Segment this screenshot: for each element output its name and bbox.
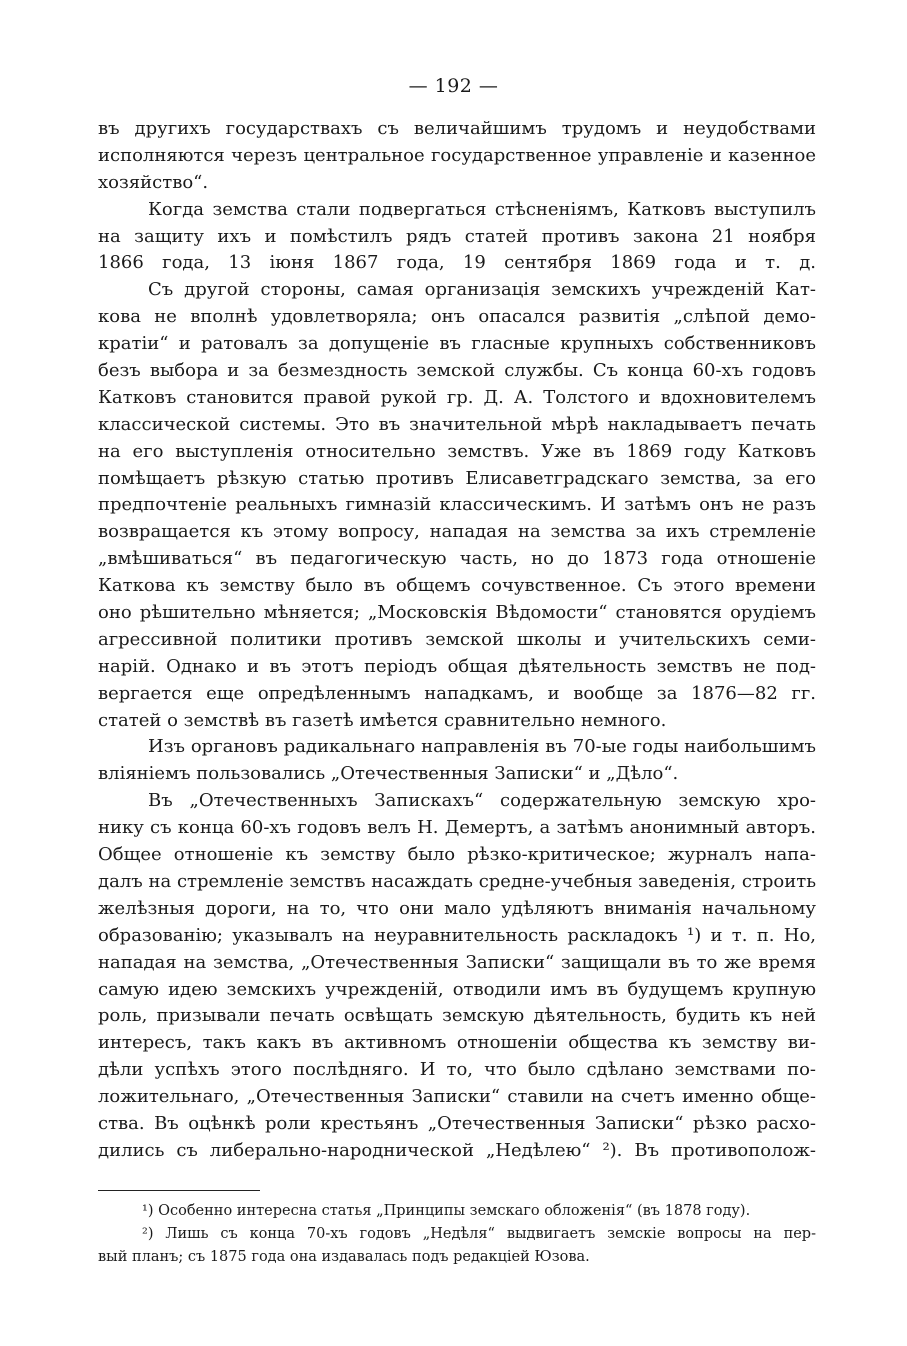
text-line: образованію; указывалъ на неуравнительность раскладокъ ¹) и т. п. Но, xyxy=(98,924,816,946)
text-line: желѣзныя дороги, на то, что они мало удѣляютъ вниманія начальному xyxy=(98,897,816,919)
text-line: кова не вполнѣ удовлетворяла; онъ опасался развитія „слѣпой демо- xyxy=(98,306,816,328)
text-line: хозяйство“. xyxy=(98,171,209,193)
text-line: на защиту ихъ и помѣстилъ рядъ статей противъ закона 21 ноября xyxy=(98,225,816,247)
text-line: на его выступленія относительно земствъ. Уже въ 1869 году Катковъ xyxy=(98,440,816,462)
text-line: самую идею земскихъ учрежденій, отводили имъ въ будущемъ крупную xyxy=(98,978,816,1000)
text-line: нику съ конца 60-хъ годовъ велъ Н. Демертъ, а затѣмъ анонимный авторъ. xyxy=(98,817,816,839)
body-text xyxy=(98,116,816,1165)
text-line: Съ другой стороны, самая организація земскихъ учрежденій Кат- xyxy=(148,279,816,301)
text-line: возвращается къ этому вопросу, нападая на земства за ихъ стремленіе xyxy=(98,521,816,543)
text-line: вліяніемъ пользовались „Отечественныя Записки“ и „Дѣло“. xyxy=(98,763,679,785)
text-line: 1866 года, 13 іюня 1867 года, 19 сентября 1869 года и т. д. xyxy=(98,252,816,274)
text-line: вергается еще опредѣленнымъ нападкамъ, и вообще за 1876—82 гг. xyxy=(98,682,816,704)
text-line: Каткова къ земству было въ общемъ сочувственное. Съ этого времени xyxy=(98,575,816,597)
footnote-line: ²) Лишь съ конца 70-хъ годовъ „Недѣля“ выдвигаетъ земскіе вопросы на пер- xyxy=(142,1226,816,1242)
text-line: Катковъ становится правой рукой гр. Д. А. Толстого и вдохновителемъ xyxy=(98,386,816,408)
text-line: классической системы. Это въ значительной мѣрѣ накладываетъ печать xyxy=(98,413,816,435)
text-line: роль, призывали печать освѣщать земскую дѣятельность, будить къ ней xyxy=(98,1005,816,1027)
footnotes xyxy=(98,1200,816,1269)
text-line: интересъ, такъ какъ въ активномъ отношеніи общества къ земству ви- xyxy=(98,1032,816,1054)
text-line: статей о земствѣ въ газетѣ имѣется сравнительно немного. xyxy=(98,709,667,731)
text-line: далъ на стремленіе земствъ насаждать средне-учебныя заведенія, строить xyxy=(98,870,816,892)
text-line: дились съ либерально-народнической „Недѣлею“ ²). Въ противополож- xyxy=(98,1139,816,1161)
footnote-line: ¹) Особенно интересна статья „Принципы земскаго обложенія“ (въ 1878 году). xyxy=(142,1203,751,1219)
text-line: помѣщаетъ рѣзкую статью противъ Елисаветградскаго земства, за его xyxy=(98,467,816,489)
text-line: нарій. Однако и въ этотъ періодъ общая дѣятельность земствъ не под- xyxy=(98,655,816,677)
text-line: въ другихъ государствахъ съ величайшимъ трудомъ и неудобствами xyxy=(98,118,816,139)
text-line: предпочтеніе реальныхъ гимназій классическимъ. И затѣмъ онъ не разъ xyxy=(98,494,816,516)
footnote-line: вый планъ; съ 1875 года она издавалась подъ редакціей Юзова. xyxy=(98,1249,590,1265)
text-line: Общее отношеніе къ земству было рѣзко-критическое; журналъ напа- xyxy=(98,844,816,866)
text-line: нападая на земства, „Отечественныя Записки“ защищали въ то же время xyxy=(98,951,816,973)
text-line: исполняются черезъ центральное государственное управленіе и казенное xyxy=(98,144,816,166)
text-line: ства. Въ оцѣнкѣ роли крестьянъ „Отечественныя Записки“ рѣзко расхо- xyxy=(98,1112,816,1134)
text-line: Въ „Отечественныхъ Запискахъ“ содержательную земскую хро- xyxy=(148,790,816,812)
text-line: Когда земства стали подвергаться стѣсненіямъ, Катковъ выступилъ xyxy=(148,198,816,220)
text-line: агрессивной политики противъ земской школы и учительскихъ семи- xyxy=(98,628,816,650)
text-line: кратіи“ и ратовалъ за допущеніе въ гласные крупныхъ собственниковъ xyxy=(98,333,816,355)
page-number: — 192 — xyxy=(408,75,499,97)
text-line: Изъ органовъ радикальнаго направленія въ 70-ые годы наибольшимъ xyxy=(148,736,816,758)
text-line: безъ выбора и за безмездность земской службы. Съ конца 60-хъ годовъ xyxy=(98,360,816,382)
text-line: дѣли успѣхъ этого послѣдняго. И то, что было сдѣлано земствами по- xyxy=(98,1059,816,1081)
text-line: оно рѣшительно мѣняется; „Московскія Вѣдомости“ становятся орудіемъ xyxy=(98,602,816,624)
footnote-divider xyxy=(98,1190,260,1191)
text-line: ложительнаго, „Отечественныя Записки“ ставили на счетъ именно обще- xyxy=(98,1086,816,1108)
text-line: „вмѣшиваться“ въ педагогическую часть, но до 1873 года отношеніе xyxy=(98,548,816,570)
